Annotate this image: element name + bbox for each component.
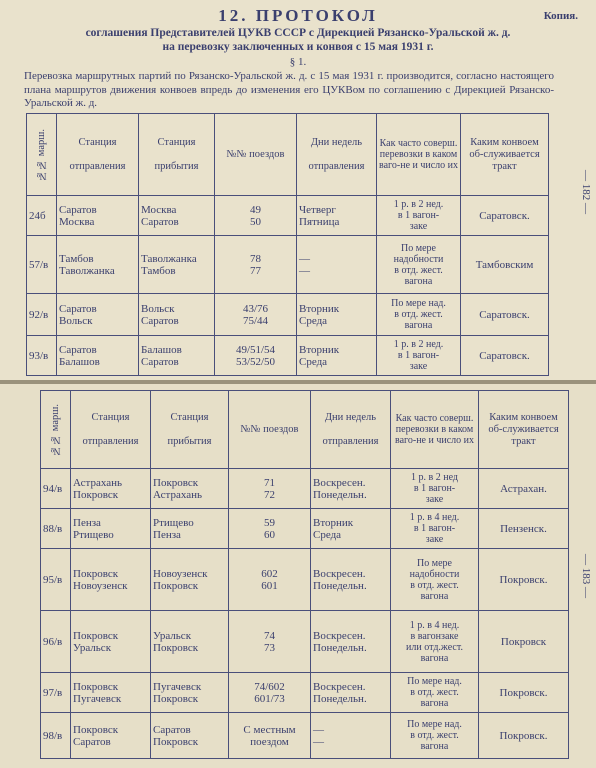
header-frequency: Как часто соверш. перевозки в каком ваго-не и число их xyxy=(377,114,461,196)
route-number: 57/в xyxy=(27,236,57,294)
transport-frequency: 1 р. в 2 нед. в 1 вагон- заке xyxy=(377,196,461,236)
route-number: 98/в xyxy=(41,713,71,759)
header-days: Дни недель отправления xyxy=(297,114,377,196)
table-row xyxy=(41,469,569,509)
routes-table-lower xyxy=(40,390,569,759)
route-number: 88/в xyxy=(41,509,71,549)
header-departure: Станция отправления xyxy=(71,391,151,469)
route-number: 92/в xyxy=(27,294,57,336)
departure-days: Воскресен. Понедельн. xyxy=(311,469,391,509)
convoy-unit: Пензенск. xyxy=(479,509,569,549)
train-numbers: С местным поездом xyxy=(229,713,311,759)
train-numbers: 59 60 xyxy=(229,509,311,549)
train-numbers: 74 73 xyxy=(229,611,311,673)
convoy-unit: Тамбовским xyxy=(461,236,549,294)
train-numbers: 78 77 xyxy=(215,236,297,294)
header-trains: №№ поездов xyxy=(215,114,297,196)
departure-station: Покровск Уральск xyxy=(71,611,151,673)
transport-frequency: По мере над. в отд. жест. вагона xyxy=(391,673,479,713)
departure-days: Четверг Пятница xyxy=(297,196,377,236)
transport-frequency: 1 р. в 4 нед. в 1 вагон- заке xyxy=(391,509,479,549)
transport-frequency: 1 р. в 2 нед в 1 вагон- заке xyxy=(391,469,479,509)
departure-days: Вторник Среда xyxy=(297,294,377,336)
departure-station: Покровск Пугачевск xyxy=(71,673,151,713)
convoy-unit: Покровск. xyxy=(479,713,569,759)
header-route: №№ марш. xyxy=(27,114,57,196)
header-convoy: Каким конвоем об-служивается тракт xyxy=(461,114,549,196)
intro-paragraph: Перевозка маршрутных партий по Рязанско-Уральской ж. д. с 15 мая 1931 г. производится, согласно настоящего плана маршрутов движения конвоев впредь до изменения его ЦУКВом по соглашению с Дирекцией Рязанско-Уральской ж. д. xyxy=(24,70,554,109)
table-row xyxy=(41,509,569,549)
departure-station: Покровск Саратов xyxy=(71,713,151,759)
convoy-unit: Покровск. xyxy=(479,673,569,713)
upper-page xyxy=(0,0,596,382)
transport-frequency: По мере над. в отд. жест. вагона xyxy=(377,294,461,336)
table-row xyxy=(41,611,569,673)
departure-days: — — xyxy=(311,713,391,759)
page-number-lower: — 183 — xyxy=(580,554,592,598)
departure-station: Пенза Ртищево xyxy=(71,509,151,549)
departure-station: Саратов Москва xyxy=(57,196,139,236)
table-row xyxy=(27,196,549,236)
arrival-station: Покровск Астрахань xyxy=(151,469,229,509)
departure-station: Астрахань Покровск xyxy=(71,469,151,509)
train-numbers: 49 50 xyxy=(215,196,297,236)
train-numbers: 43/76 75/44 xyxy=(215,294,297,336)
route-number: 95/в xyxy=(41,549,71,611)
table-row xyxy=(41,673,569,713)
departure-days: Вторник Среда xyxy=(311,509,391,549)
header-arrival: Станция прибытия xyxy=(139,114,215,196)
route-number: 24б xyxy=(27,196,57,236)
routes-table-upper xyxy=(26,113,549,376)
protocol-title: 12. ПРОТОКОЛ xyxy=(218,6,378,25)
table-row xyxy=(27,294,549,336)
header-departure: Станция отправления xyxy=(57,114,139,196)
arrival-station: Пугачевск Покровск xyxy=(151,673,229,713)
arrival-station: Саратов Покровск xyxy=(151,713,229,759)
route-number: 96/в xyxy=(41,611,71,673)
table-row xyxy=(27,236,549,294)
arrival-station: Таволжанка Тамбов xyxy=(139,236,215,294)
train-numbers: 602 601 xyxy=(229,549,311,611)
arrival-station: Новоузенск Покровск xyxy=(151,549,229,611)
route-number: 94/в xyxy=(41,469,71,509)
convoy-unit: Саратовск. xyxy=(461,336,549,376)
subtitle-line-1: соглашения Представителей ЦУКВ СССР с Дирекцией Рязанско-Уральской ж. д. xyxy=(85,27,511,39)
subtitle-line-2: на перевозку заключенных и конвоя с 15 мая 1931 г. xyxy=(162,41,434,53)
departure-station: Саратов Балашов xyxy=(57,336,139,376)
departure-station: Саратов Вольск xyxy=(57,294,139,336)
convoy-unit: Саратовск. xyxy=(461,196,549,236)
route-number: 93/в xyxy=(27,336,57,376)
train-numbers: 74/602 601/73 xyxy=(229,673,311,713)
arrival-station: Вольск Саратов xyxy=(139,294,215,336)
arrival-station: Ртищево Пенза xyxy=(151,509,229,549)
transport-frequency: 1 р. в 2 нед. в 1 вагон- заке xyxy=(377,336,461,376)
table-row xyxy=(41,549,569,611)
section-mark: § 1. xyxy=(289,56,307,68)
departure-days: Воскресен. Понедельн. xyxy=(311,673,391,713)
departure-station: Покровск Новоузенск xyxy=(71,549,151,611)
convoy-unit: Покровск xyxy=(479,611,569,673)
transport-frequency: По мере надобности в отд. жест. вагона xyxy=(391,549,479,611)
header-trains: №№ поездов xyxy=(229,391,311,469)
departure-days: Воскресен. Понедельн. xyxy=(311,549,391,611)
header-days: Дни недель отправления xyxy=(311,391,391,469)
convoy-unit: Саратовск. xyxy=(461,294,549,336)
header-arrival: Станция прибытия xyxy=(151,391,229,469)
transport-frequency: По мере надобности в отд. жест. вагона xyxy=(377,236,461,294)
table-row xyxy=(27,336,549,376)
header-frequency: Как часто соверш. перевозки в каком ваго-не и число их xyxy=(391,391,479,469)
transport-frequency: 1 р. в 4 нед. в вагонзаке или отд.жест. вагона xyxy=(391,611,479,673)
departure-days: Вторник Среда xyxy=(297,336,377,376)
arrival-station: Балашов Саратов xyxy=(139,336,215,376)
page-number-upper: — 182 — xyxy=(580,170,592,214)
transport-frequency: По мере над. в отд. жест. вагона xyxy=(391,713,479,759)
convoy-unit: Покровск. xyxy=(479,549,569,611)
header-route: №№ марш. xyxy=(41,391,71,469)
route-number: 97/в xyxy=(41,673,71,713)
lower-page xyxy=(0,384,596,768)
train-numbers: 49/51/54 53/52/50 xyxy=(215,336,297,376)
departure-days: Воскресен. Понедельн. xyxy=(311,611,391,673)
departure-station: Тамбов Таволжанка xyxy=(57,236,139,294)
table-row xyxy=(41,713,569,759)
arrival-station: Уральск Покровск xyxy=(151,611,229,673)
train-numbers: 71 72 xyxy=(229,469,311,509)
departure-days: — — xyxy=(297,236,377,294)
arrival-station: Москва Саратов xyxy=(139,196,215,236)
copy-label: Копия. xyxy=(543,10,578,22)
convoy-unit: Астрахан. xyxy=(479,469,569,509)
header-convoy: Каким конвоем об-служивается тракт xyxy=(479,391,569,469)
